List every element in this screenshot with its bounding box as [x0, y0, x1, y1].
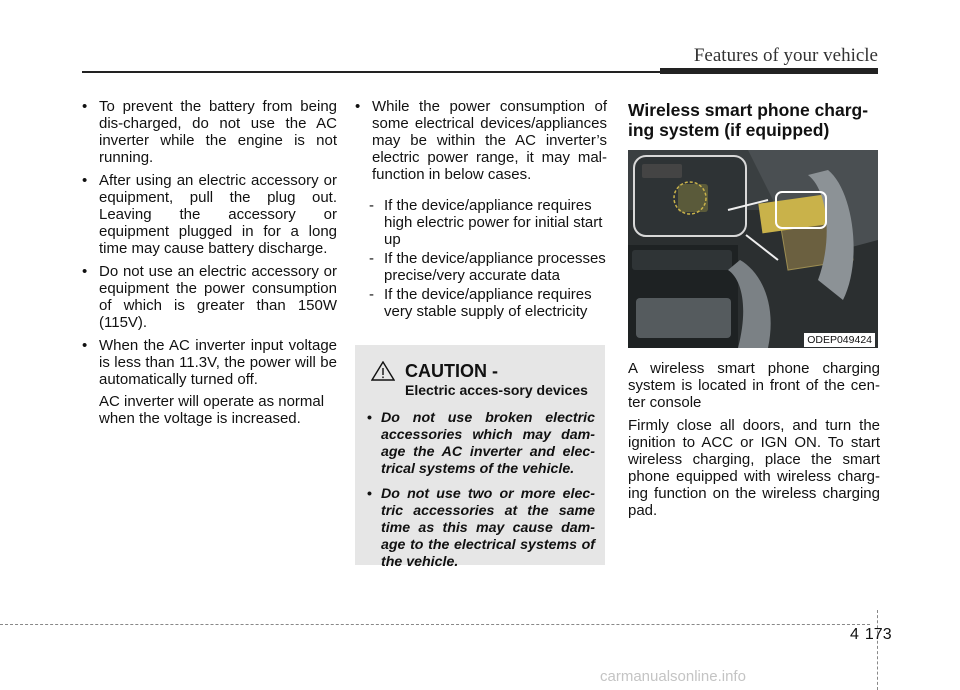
- page-number: [850, 626, 892, 644]
- caution-subtitle: Electric acces-sory devices: [405, 382, 588, 398]
- paragraph: A wireless smart phone charging system is located in front of the cen-ter console: [628, 360, 880, 411]
- watermark: carmanualsonline.info: [600, 668, 746, 685]
- section-title: Features of your vehicle: [693, 45, 878, 66]
- figure-code: ODEP049424: [804, 333, 875, 347]
- header-rule-accent: [660, 68, 878, 74]
- warning-triangle-icon: [371, 361, 395, 381]
- case-item: - If the device/appliance requires very stable supply of electricity: [369, 286, 607, 320]
- column-middle: [355, 98, 607, 322]
- caution-header: [367, 361, 595, 400]
- console-illustration: [628, 150, 878, 348]
- center-console-photo: [628, 150, 878, 348]
- case-list: [355, 197, 607, 320]
- bullet-item: • When the AC inverter input voltage is less than 11.3V, the power will be automatically turned off.: [82, 337, 337, 388]
- caution-item: • Do not use two or more elec-tric accessories at the same time as this may cause dam-age to the electrical systems of the vehicle.: [367, 486, 595, 571]
- footer-rule: [0, 624, 870, 625]
- bullet-note: AC inverter will operate as normal when the voltage is increased.: [99, 393, 325, 427]
- paragraph: Firmly close all doors, and turn the ignition to ACC or IGN ON. To start wireless charging, place the smart phone equipped with wireless charg-ing function on the wireless charging pad.: [628, 417, 880, 519]
- chapter-number: 4: [850, 626, 859, 643]
- case-item: - If the device/appliance requires high electric power for initial start up: [369, 197, 607, 248]
- footer-divider: [877, 610, 878, 690]
- caution-box: [355, 345, 605, 570]
- caution-item: • Do not use broken electric accessories which may dam-age the AC inverter and elec-trical systems of the vehicle.: [367, 410, 595, 478]
- column-right: [628, 100, 880, 525]
- caution-label: CAUTION -: [405, 361, 498, 381]
- bullet-item: • While the power consumption of some electrical devices/appliances may be within the AC inverter’s electric power range, it may mal-function in below cases.: [355, 98, 607, 183]
- column-left: [82, 98, 337, 427]
- bullet-item: • After using an electric accessory or equipment, pull the plug out. Leaving the accessory or equipment plugged in for a long time may cause battery discharge.: [82, 172, 337, 257]
- bullet-item: • To prevent the battery from being dis-charged, do not use the AC inverter while the engine is not running.: [82, 98, 337, 166]
- case-item: - If the device/appliance processes precise/very accurate data: [369, 250, 607, 284]
- header-rule: [82, 71, 662, 73]
- bullet-item: • Do not use an electric accessory or equipment the power consumption of which is greater than 150W (115V).: [82, 263, 337, 331]
- wireless-charging-heading: Wireless smart phone charg-ing system (if equipped): [628, 100, 869, 140]
- page-number-value: 173: [864, 626, 892, 643]
